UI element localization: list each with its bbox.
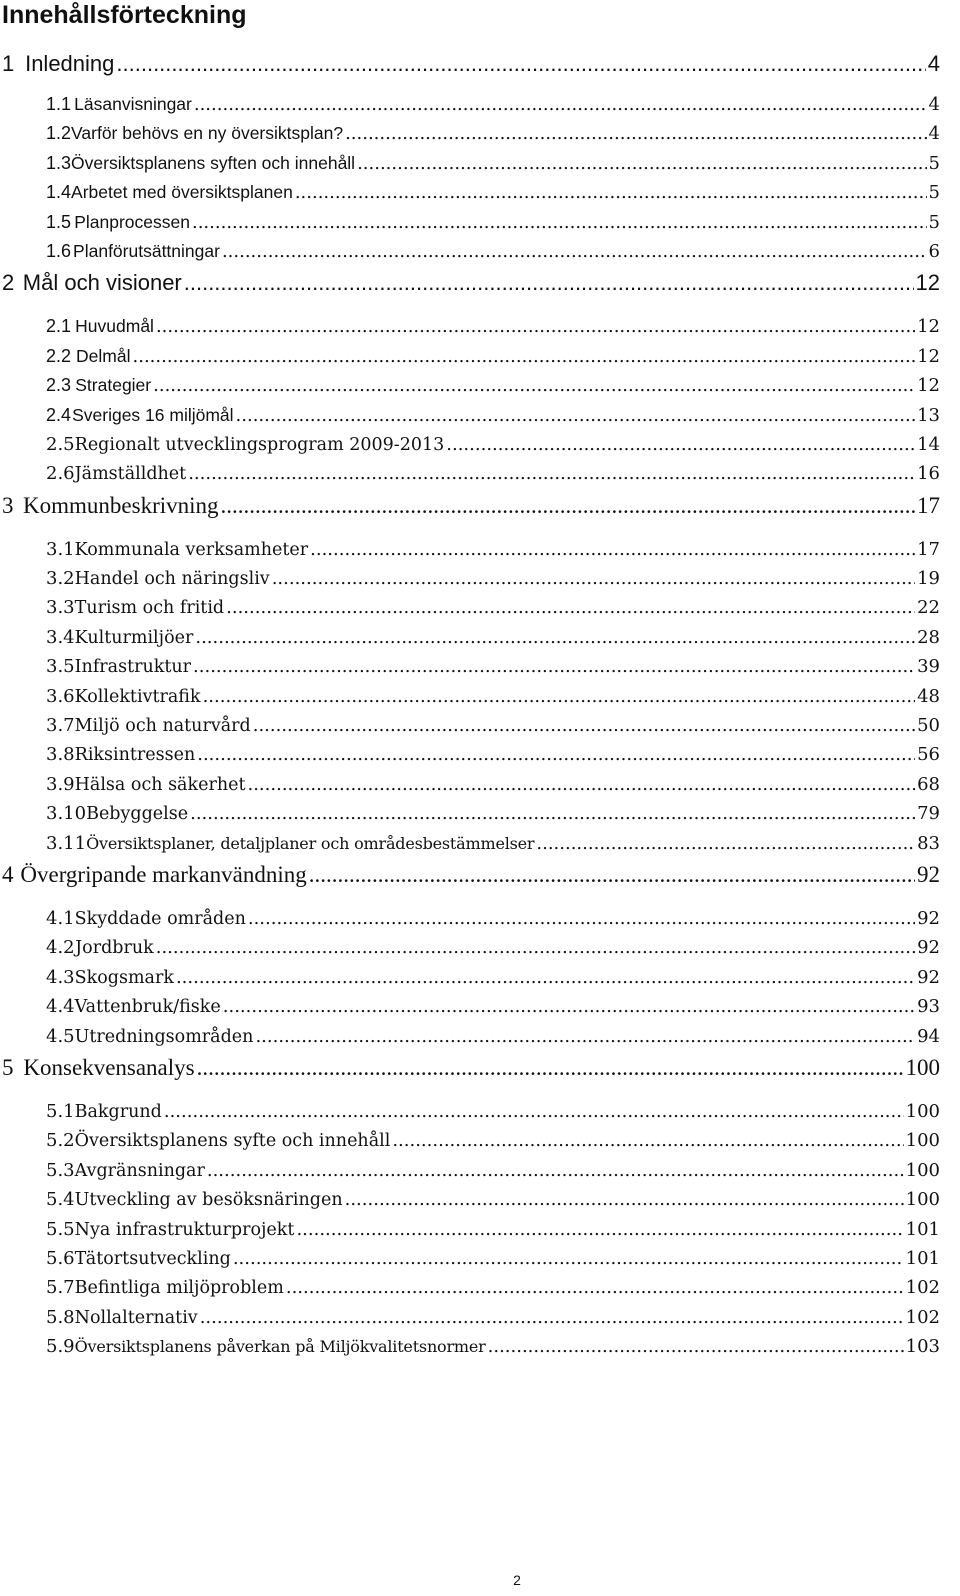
toc-entry-label: Kommunala verksamheter — [74, 539, 309, 560]
toc-entry[interactable] — [0, 967, 940, 996]
toc-entry-label: Jordbruk — [75, 938, 154, 959]
toc-dot-leader — [164, 1101, 904, 1122]
toc-entry-number: 1.3 — [46, 152, 72, 173]
toc-entry-label: Nollalternativ — [74, 1307, 198, 1328]
toc-entry-page: 50 — [917, 715, 940, 737]
toc-entry[interactable] — [0, 833, 940, 862]
toc-entry-page: 101 — [905, 1247, 940, 1269]
toc-entry-number: 5.4 — [46, 1189, 75, 1211]
toc-entry-number: 5.3 — [46, 1159, 75, 1181]
toc-entry-number: 5 — [2, 1054, 14, 1080]
toc-entry-page: 102 — [905, 1277, 940, 1299]
toc-dot-leader — [255, 1026, 915, 1047]
toc-entry-page: 5 — [928, 211, 940, 233]
toc-entry-number: 1.6 — [46, 240, 72, 261]
toc-entry-label: Översiktsplanens påverkan på Miljökvalitetsnormer — [74, 1337, 486, 1357]
toc-entry-number: 4.2 — [46, 937, 75, 959]
toc-entry-label: Mål och visioner — [22, 270, 182, 296]
toc-dot-leader — [357, 153, 926, 174]
toc-entry-label: Avgränsningar — [74, 1160, 205, 1181]
toc-dot-leader — [192, 212, 927, 233]
toc-entry-number: 1.4 — [46, 182, 72, 203]
toc-entry-label: Skogsmark — [74, 967, 174, 988]
toc-entry[interactable] — [0, 405, 940, 434]
toc-entry-page: 4 — [928, 94, 940, 115]
page-number: 2 — [513, 1572, 521, 1588]
toc-entry[interactable] — [0, 316, 940, 345]
toc-entry-label: Riksintressen — [74, 745, 196, 766]
toc-entry-label: Vattenbruk/fiske — [74, 997, 221, 1018]
toc-entry-label: Nya infrastrukturprojekt — [74, 1219, 295, 1240]
toc-entry-page: 12 — [917, 345, 940, 367]
toc-entry[interactable] — [0, 463, 940, 492]
toc-entry-page: 100 — [905, 1189, 940, 1211]
toc-entry-label: Kollektivtrafik — [74, 686, 201, 707]
toc-entry[interactable] — [0, 908, 940, 937]
toc-entry-number: 3.1 — [46, 538, 75, 560]
toc-entry-label: Planförutsättningar — [73, 240, 220, 261]
toc-entry-page: 5 — [928, 152, 940, 174]
toc-heading: Innehållsförteckning — [2, 1, 247, 29]
toc-entry[interactable] — [0, 182, 940, 211]
toc-entry-page: 92 — [917, 966, 940, 988]
toc-entry-label: Befintliga miljöproblem — [74, 1278, 284, 1299]
toc-entry-page: 17 — [917, 492, 940, 518]
toc-entry-label: Miljö och naturvård — [74, 716, 251, 737]
toc-dot-leader — [188, 463, 915, 484]
toc-entry-page: 17 — [917, 538, 940, 560]
toc-entry-number: 3.3 — [46, 597, 75, 619]
toc-entry-page: 68 — [917, 773, 940, 795]
toc-dot-leader — [446, 434, 915, 455]
toc-dot-leader — [197, 1055, 904, 1081]
toc-entry[interactable] — [0, 656, 940, 685]
toc-entry[interactable] — [0, 270, 940, 316]
toc-entry[interactable] — [0, 862, 940, 908]
toc-entry-number: 4.4 — [46, 996, 75, 1018]
toc-entry-label: Regionalt utvecklingsprogram 2009-2013 — [74, 434, 445, 455]
toc-entry[interactable] — [0, 715, 940, 744]
toc-entry-page: 92 — [917, 861, 940, 887]
toc-entry-page: 48 — [917, 685, 940, 707]
toc-dot-leader — [203, 686, 916, 707]
toc-entry[interactable] — [0, 212, 940, 241]
toc-dot-leader — [207, 1160, 904, 1181]
toc-dot-leader — [197, 744, 915, 765]
toc-entry-page: 4 — [928, 123, 940, 145]
toc-entry-label: Bebyggelse — [86, 804, 189, 825]
toc-dot-leader — [272, 568, 915, 589]
toc-entry-number: 2.4 — [46, 404, 72, 425]
toc-entry[interactable] — [0, 744, 940, 773]
toc-entry-page: 101 — [905, 1218, 940, 1240]
toc-dot-leader — [536, 833, 915, 854]
toc-entry-page: 79 — [917, 803, 940, 825]
toc-entry-page: 12 — [915, 270, 940, 296]
toc-entry-label: Tätortsutveckling — [74, 1248, 231, 1269]
toc-dot-leader — [236, 405, 916, 426]
toc-entry[interactable] — [0, 937, 940, 966]
toc-entry-number: 2.2 — [46, 345, 72, 366]
toc-entry-page: 100 — [905, 1130, 940, 1152]
toc-dot-leader — [194, 94, 927, 115]
toc-dot-leader — [345, 1189, 904, 1210]
toc-entry-label: Kommunbeskrivning — [23, 492, 219, 518]
toc-dot-leader — [253, 715, 915, 736]
toc-dot-leader — [200, 1307, 904, 1328]
toc-entry-page: 92 — [917, 937, 940, 959]
toc-entry-number: 4.3 — [46, 966, 75, 988]
toc-entry-number: 2.5 — [46, 433, 75, 455]
toc-dot-leader — [184, 270, 914, 296]
toc-entry[interactable] — [0, 1101, 940, 1130]
toc-entry-label: Strategier — [75, 375, 152, 396]
toc-entry-page: 4 — [927, 51, 940, 76]
toc-entry-number: 3.6 — [46, 685, 75, 707]
toc-entry-label: Övergripande markanvändning — [20, 861, 307, 887]
toc-entry-number: 5.2 — [46, 1130, 75, 1152]
toc-dot-leader — [226, 597, 915, 618]
toc-entry-page: 100 — [905, 1159, 940, 1181]
table-of-contents — [0, 51, 940, 1365]
toc-entry[interactable] — [0, 1219, 940, 1248]
toc-entry-page: 19 — [917, 568, 940, 590]
toc-entry-number: 3.8 — [46, 744, 75, 766]
toc-entry-number: 2.3 — [46, 375, 72, 396]
toc-dot-leader — [296, 1219, 903, 1240]
toc-entry[interactable] — [0, 1277, 940, 1306]
toc-entry[interactable] — [0, 1055, 940, 1101]
toc-entry-number: 2.6 — [46, 463, 75, 485]
toc-dot-leader — [176, 967, 915, 988]
toc-entry[interactable] — [0, 568, 940, 597]
toc-entry-label: Översiktsplanens syfte och innehåll — [74, 1131, 391, 1152]
toc-entry-page: 22 — [917, 597, 940, 619]
toc-entry-number: 2.1 — [46, 316, 72, 337]
page-footer — [0, 1572, 960, 1588]
toc-dot-leader — [247, 774, 915, 795]
toc-entry-number: 4.1 — [46, 907, 75, 929]
toc-dot-leader — [222, 241, 927, 262]
toc-entry-number: 5.8 — [46, 1306, 75, 1328]
toc-entry-label: Planprocessen — [74, 211, 190, 232]
toc-entry-number: 5.6 — [46, 1247, 75, 1269]
toc-entry-page: 93 — [917, 996, 940, 1018]
toc-entry-number: 3.5 — [46, 656, 75, 678]
toc-entry-label: Jämställdhet — [74, 464, 187, 485]
toc-dot-leader — [193, 656, 915, 677]
toc-entry[interactable] — [0, 1130, 940, 1159]
toc-entry-page: 12 — [917, 316, 940, 338]
toc-entry-label: Sveriges 16 miljömål — [72, 404, 234, 425]
toc-dot-leader — [233, 1248, 904, 1269]
toc-dot-leader — [156, 316, 915, 337]
toc-entry-number: 1.1 — [46, 94, 72, 114]
toc-entry-number: 3.11 — [46, 832, 87, 854]
toc-entry-number: 1 — [2, 51, 15, 76]
toc-entry[interactable] — [0, 94, 940, 123]
toc-entry[interactable] — [0, 1336, 940, 1365]
toc-dot-leader — [221, 493, 915, 519]
toc-entry[interactable] — [0, 1189, 940, 1218]
toc-entry-page: 12 — [917, 375, 940, 397]
toc-entry-page: 28 — [917, 626, 940, 648]
toc-entry-page: 6 — [928, 240, 940, 262]
toc-dot-leader — [116, 51, 925, 77]
toc-entry-label: Översiktsplaner, detaljplaner och områdesbestämmelser — [86, 833, 535, 853]
toc-entry-number: 1.2 — [46, 123, 72, 144]
toc-entry-label: Skyddade områden — [74, 908, 246, 929]
toc-dot-leader — [309, 862, 915, 888]
toc-entry-page: 39 — [917, 656, 940, 678]
toc-entry-page: 13 — [917, 404, 940, 426]
toc-entry[interactable] — [0, 597, 940, 626]
toc-entry-number: 2 — [2, 270, 15, 296]
toc-entry[interactable] — [0, 153, 940, 182]
toc-entry-number: 1.5 — [46, 211, 72, 232]
toc-entry-label: Turism och fritid — [74, 598, 225, 619]
toc-entry[interactable] — [0, 241, 940, 270]
toc-entry[interactable] — [0, 774, 940, 803]
toc-entry-page: 5 — [928, 182, 940, 204]
toc-entry[interactable] — [0, 1307, 940, 1336]
toc-dot-leader — [195, 627, 915, 648]
toc-dot-leader — [190, 803, 915, 824]
toc-entry-label: Varför behövs en ny översiktsplan? — [71, 123, 344, 144]
toc-entry-number: 5.9 — [46, 1336, 75, 1358]
toc-entry-page: 94 — [917, 1025, 940, 1047]
toc-entry[interactable] — [0, 493, 940, 539]
toc-entry-label: Handel och näringsliv — [74, 569, 270, 590]
toc-entry-label: Utredningsområden — [74, 1026, 254, 1047]
toc-entry-label: Delmål — [76, 345, 131, 366]
toc-dot-leader — [133, 346, 916, 367]
toc-entry-number: 4.5 — [46, 1025, 75, 1047]
toc-entry-label: Utveckling av besöksnäringen — [74, 1190, 343, 1211]
toc-entry[interactable] — [0, 375, 940, 404]
toc-entry-label: Översiktsplanens syften och innehåll — [71, 152, 356, 173]
toc-entry[interactable] — [0, 803, 940, 832]
toc-entry-page: 100 — [905, 1054, 940, 1080]
toc-dot-leader — [488, 1336, 904, 1357]
toc-entry-number: 3.7 — [46, 715, 75, 737]
toc-dot-leader — [345, 123, 926, 144]
toc-entry-page: 92 — [917, 907, 940, 929]
toc-entry-page: 103 — [905, 1336, 940, 1358]
toc-entry-label: Hälsa och säkerhet — [74, 774, 246, 795]
toc-dot-leader — [286, 1277, 904, 1298]
toc-entry-number: 3.2 — [46, 568, 75, 590]
toc-entry-number: 4 — [2, 861, 14, 887]
toc-entry-label: Konsekvensanalys — [23, 1054, 195, 1080]
toc-dot-leader — [310, 539, 915, 560]
toc-entry-page: 102 — [905, 1306, 940, 1328]
toc-entry[interactable] — [0, 346, 940, 375]
toc-entry-page: 83 — [917, 832, 940, 854]
toc-entry-label: Huvudmål — [75, 316, 154, 337]
toc-entry[interactable] — [0, 996, 940, 1025]
toc-entry-page: 100 — [905, 1100, 940, 1122]
toc-entry-label: Kulturmiljöer — [74, 627, 194, 648]
toc-entry-page: 16 — [917, 463, 940, 485]
toc-entry-number: 3.4 — [46, 626, 75, 648]
toc-entry[interactable] — [0, 1026, 940, 1055]
toc-entry-number: 5.5 — [46, 1218, 75, 1240]
toc-dot-leader — [156, 937, 915, 958]
toc-entry-label: Bakgrund — [74, 1101, 162, 1122]
toc-entry-label: Arbetet med översiktsplanen — [71, 182, 293, 203]
toc-entry-label: Läsanvisningar — [74, 94, 192, 114]
toc-entry[interactable] — [0, 686, 940, 715]
toc-entry[interactable] — [0, 539, 940, 568]
toc-entry-number: 3.9 — [46, 773, 75, 795]
toc-entry[interactable] — [0, 627, 940, 656]
toc-entry-number: 3.10 — [46, 803, 87, 825]
toc-dot-leader — [223, 996, 915, 1017]
toc-dot-leader — [392, 1130, 903, 1151]
toc-entry[interactable] — [0, 434, 940, 463]
toc-dot-leader — [248, 908, 915, 929]
toc-entry-page: 56 — [917, 744, 940, 766]
toc-entry-number: 5.7 — [46, 1277, 75, 1299]
toc-entry-number: 5.1 — [46, 1100, 75, 1122]
toc-entry-number: 3 — [2, 492, 14, 518]
toc-entry[interactable] — [0, 1248, 940, 1277]
toc-dot-leader — [295, 182, 927, 203]
toc-entry[interactable] — [0, 123, 940, 152]
toc-entry-page: 14 — [917, 433, 940, 455]
toc-entry-label: Infrastruktur — [74, 657, 192, 678]
toc-entry-label: Inledning — [25, 51, 115, 76]
toc-dot-leader — [153, 375, 915, 396]
toc-entry[interactable] — [0, 51, 940, 94]
toc-entry[interactable] — [0, 1160, 940, 1189]
